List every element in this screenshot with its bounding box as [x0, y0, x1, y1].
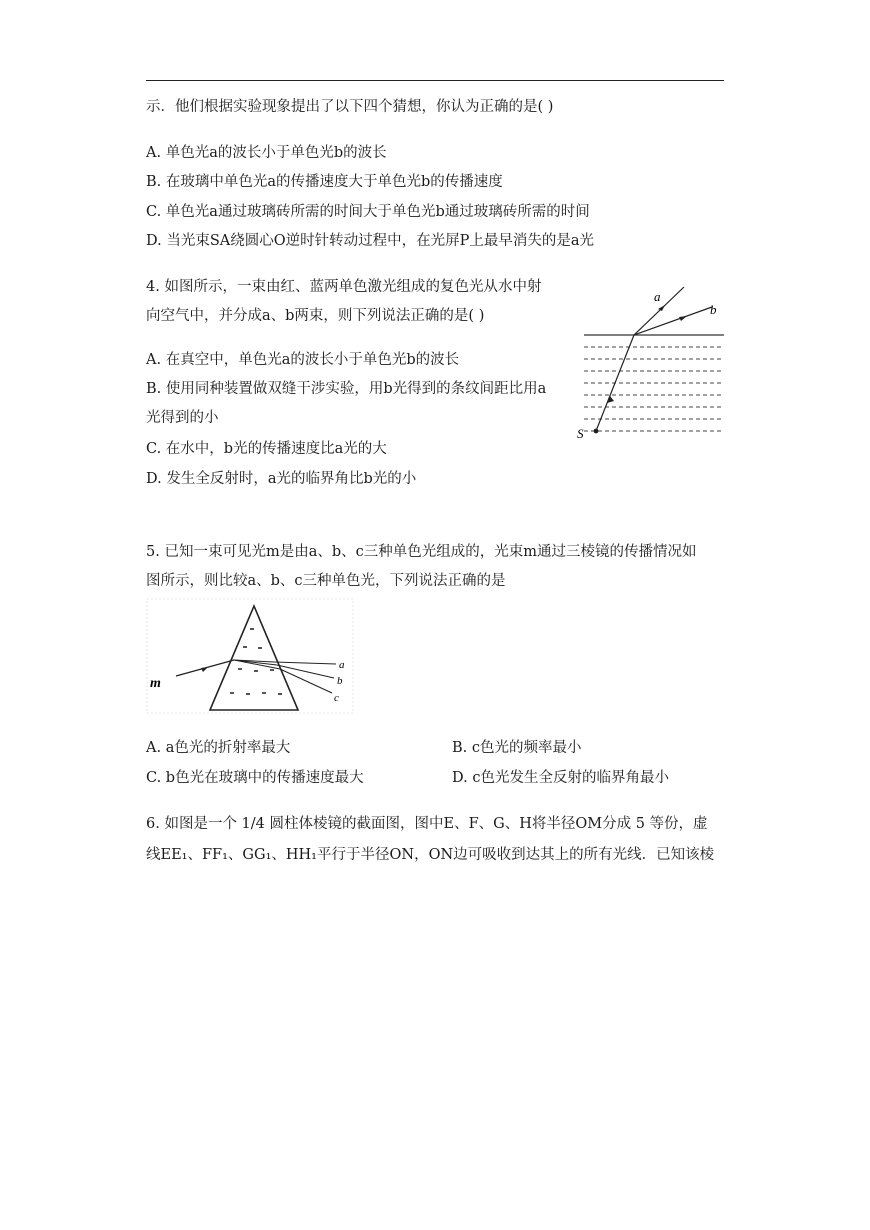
q4-label-s: S: [577, 426, 584, 441]
q5-option-c: C. b色光在玻璃中的传播速度最大: [146, 770, 364, 786]
q4-option-d: D. 发生全反射时，a光的临界角比b光的小: [146, 471, 417, 487]
q4-label-a: a: [654, 289, 661, 304]
q5-option-b: B. c色光的频率最小: [452, 740, 582, 756]
q3-option-d: D. 当光束SA绕圆心O逆时针转动过程中，在光屏P上最早消失的是a光: [146, 233, 595, 249]
q6-stem-line-2: 线EE₁、FF₁、GG₁、HH₁平行于半径ON，ON边可吸收到达其上的所有光线．已知该棱: [146, 847, 715, 863]
q5-label-b: b: [337, 675, 343, 687]
q4-label-b: b: [710, 302, 717, 317]
q4-option-b-cont: 光得到的小: [146, 410, 219, 426]
q4-stem-line-1: 4. 如图所示，一束由红、蓝两单色激光组成的复色光从水中射: [146, 279, 542, 295]
q5-stem-line-2: 图所示，则比较a、b、c三种单色光，下列说法正确的是: [146, 573, 506, 589]
q5-prism-figure: [146, 598, 358, 716]
q5-label-m: m: [150, 676, 161, 691]
q4-option-a: A. 在真空中，单色光a的波长小于单色光b的波长: [146, 352, 460, 368]
q4-refraction-figure: [574, 283, 726, 443]
q3-option-a: A. 单色光a的波长小于单色光b的波长: [146, 145, 387, 161]
header-rule: [146, 80, 724, 81]
q5-stem-line-1: 5. 已知一束可见光m是由a、b、c三种单色光组成的，光束m通过三棱镜的传播情况如: [146, 544, 697, 560]
q5-option-a: A. a色光的折射率最大: [146, 740, 291, 756]
q4-option-c: C. 在水中，b光的传播速度比a光的大: [146, 441, 387, 457]
q3-option-b: B. 在玻璃中单色光a的传播速度大于单色光b的传播速度: [146, 174, 503, 190]
q4-stem-line-2: 向空气中，并分成a、b两束，则下列说法正确的是( ): [146, 308, 485, 324]
q6-stem-line-1: 6. 如图是一个 1/4 圆柱体棱镜的截面图，图中E、F、G、H将半径OM分成 5 等份，虚: [146, 816, 708, 832]
q3-option-c: C. 单色光a通过玻璃砖所需的时间大于单色光b通过玻璃砖所需的时间: [146, 204, 590, 220]
q5-label-c: c: [334, 692, 339, 704]
q3-stem-tail: 示．他们根据实验现象提出了以下四个猜想，你认为正确的是( ): [146, 99, 554, 115]
q5-label-a: a: [339, 659, 345, 671]
q5-option-d: D. c色光发生全反射的临界角最小: [452, 770, 669, 786]
q4-option-b: B. 使用同种装置做双缝干涉实验，用b光得到的条纹间距比用a: [146, 381, 547, 397]
